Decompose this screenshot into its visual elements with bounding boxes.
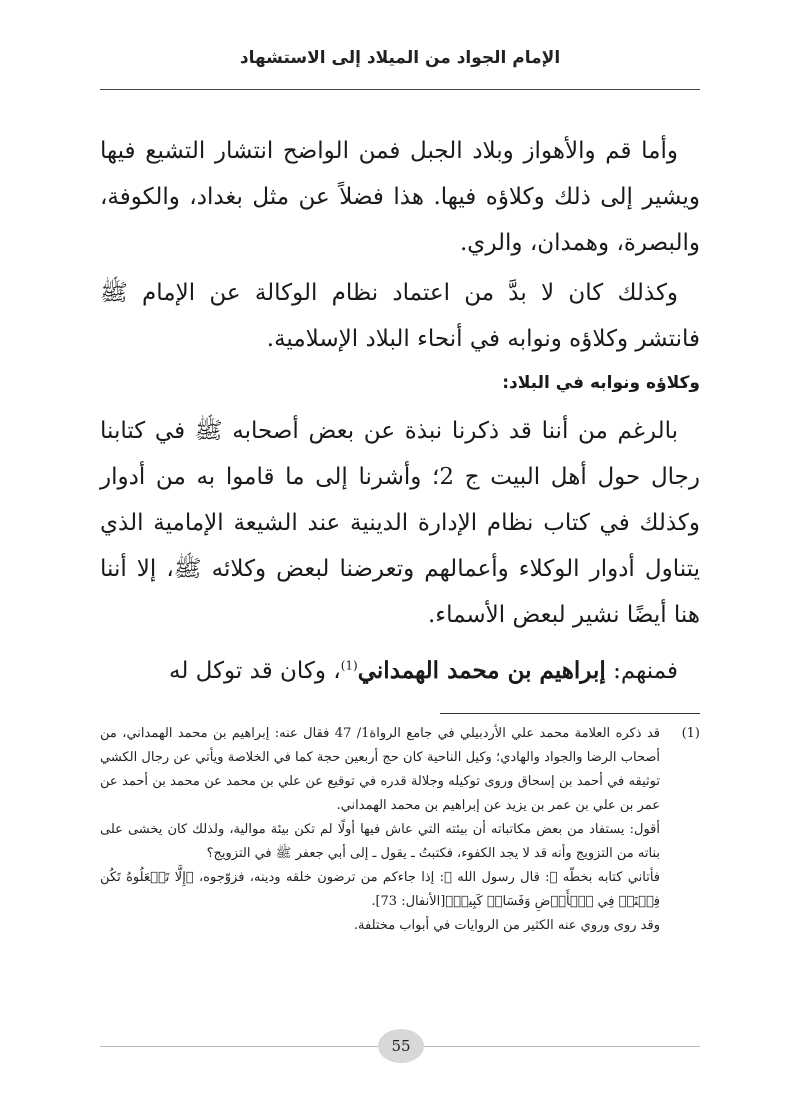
paragraph-2: وكذلك كان لا بدَّ من اعتماد نظام الوكالة عن الإمام ﷺ فانتشر وكلاؤه ونوابه في أنحاء البلاد الإسلامية. <box>100 280 700 352</box>
footnote-divider <box>440 713 700 714</box>
paragraph-3: بالرغم من أننا قد ذكرنا نبذة عن بعض أصحابه ﷺ في كتابنا رجال حول أهل البيت ج 2؛ وأشرنا إلى ما قاموا به من أدوار وكذلك في كتاب نظام الإدارة الدينية عند الشيعة الإمامية الذي يتناول أدوار الوكلاء وأعمالهم وتعرضنا لبعض وكلائه ﷺ، إلا أننا هنا أيضًا نشير لبعض الأسماء. <box>100 418 700 628</box>
footnotes <box>100 722 700 938</box>
paragraph-1: وأما قم والأهواز وبلاد الجبل فمن الواضح انتشار التشيع فيها ويشير إلى ذلك وكلاؤه فيها. هذا فضلاً عن مثل بغداد، والكوفة، والبصرة، وهمدان، والري. <box>100 138 700 256</box>
main-text <box>100 128 700 694</box>
footnote-line: فأتاني كتابه بخطّه ﷺ: قال رسول الله ﷺ: إذا جاءكم من ترضون خلقه ودينه، فزوّجوه، ﴿إِلَّا تَفۡعَلُوهُ تَكُن فِتۡنَةٞ فِي ٱلۡأَرۡضِ وَفَسَادٞ كَبِيرٞ﴾[الأنفال: 73]. <box>100 870 660 909</box>
footnote-1 <box>100 722 700 938</box>
header-divider <box>100 89 700 90</box>
footnote-marker: (1) <box>681 726 700 741</box>
paragraph-4-prefix: فمنهم: <box>605 658 678 684</box>
page-number: 55 <box>378 1029 424 1063</box>
paragraph-4 <box>100 648 700 694</box>
running-header: الإمام الجواد من الميلاد إلى الاستشهاد <box>239 48 561 68</box>
footnote-line: قد ذكره العلامة محمد علي الأردبيلي في جامع الرواة1/ 47 فقال عنه: إبراهيم بن محمد الهمداني، من أصحاب الرضا والجواد والهادي؛ وكيل الناحية كان حج أربعين حجة كما في الخلاصة ويأتي عن رجال الكشي توثيقه في أحمد بن إسحاق وروى توكيله وجلالة قدره في توقيع عن علي بن محمد عن محمد بن أحمد عن عمر بن علي بن عمر بن يزيد عن إبراهيم بن محمد الهمداني. <box>100 726 660 813</box>
footnote-body <box>100 722 660 938</box>
footnote-line: أقول: يستفاد من بعض مكاتباته أن بيئته التي عاش فيها أولًا لم تكن بيئة موالية، ولذلك كان يخشى على بناته من التزويج وأنه قد لا يجد الكفوء، فكتبتُ ـ يقول ـ إلى أبي جعفر ﷺ في التزويج؟ <box>100 822 660 861</box>
paragraph-4-suffix: ، وكان قد توكل له <box>169 658 341 684</box>
footnote-reference[interactable]: (1) <box>340 658 358 673</box>
footnote-line: وقد روى وروي عنه الكثير من الروايات في أبواب مختلفة. <box>353 918 660 933</box>
section-subheading: وكلاؤه ونوابه في البلاد: <box>502 373 700 393</box>
person-name: إبراهيم بن محمد الهمداني <box>357 657 606 684</box>
